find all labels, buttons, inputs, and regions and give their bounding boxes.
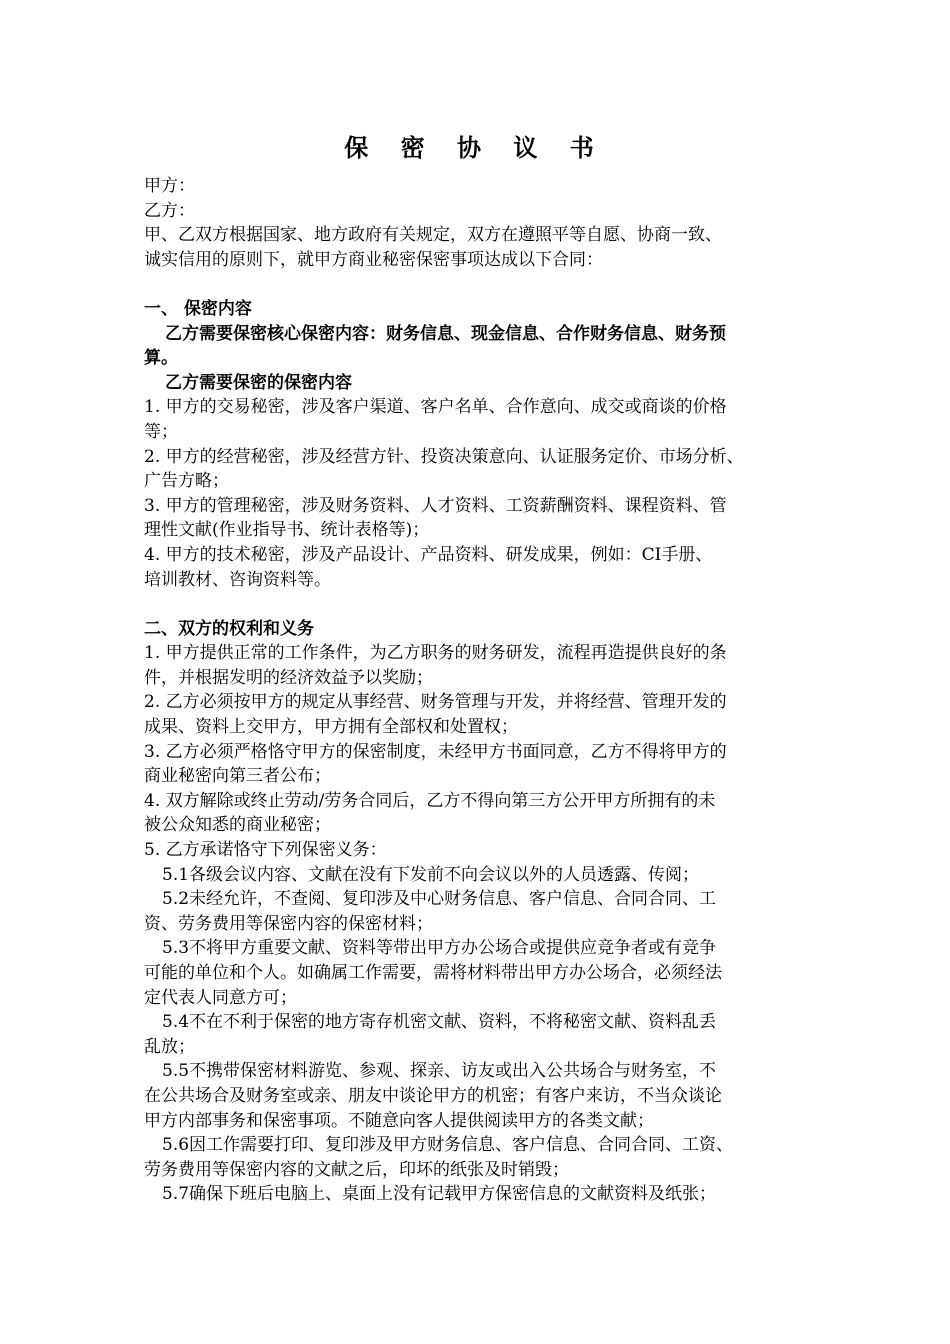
spacer [144, 592, 824, 617]
section2-subitem-line: 乱放； [144, 1036, 195, 1057]
spacer [144, 272, 824, 297]
section2-subitem-line: 5.6因工作需要打印、复印涉及甲方财务信息、客户信息、合同合同、工资、 [162, 1135, 734, 1156]
section2-subitem-line: 劳务费用等保密内容的文献之后，印坏的纸张及时销毁； [144, 1159, 569, 1180]
section2-item-line: 2. 乙方必须按甲方的规定从事经营、财务管理与开发，并将经营、管理开发的 [144, 692, 727, 713]
section1-core-line: 算。 [144, 348, 178, 369]
section2-subitem-line: 5.1各级会议内容、文献在没有下发前不向会议以外的人员透露、传阅； [162, 864, 700, 885]
section2-item-line: 件，并根据发明的经济效益予以奖励； [144, 667, 433, 688]
section1-subheading: 乙方需要保密的保密内容 [165, 372, 352, 393]
section1-item-line: 3. 甲方的管理秘密，涉及财务资料、人才资料、工资薪酬资料、课程资料、管 [144, 495, 727, 516]
section1-item-line: 1. 甲方的交易秘密，涉及客户渠道、客户名单、合作意向、成交或商谈的价格 [144, 397, 727, 418]
section2-item-line: 1. 甲方提供正常的工作条件，为乙方职务的财务研发，流程再造提供良好的条 [144, 643, 727, 664]
section1-item-line: 2. 甲方的经营秘密，涉及经营方针、投资决策意向、认证服务定价、市场分析、 [144, 446, 744, 467]
section1-core-line: 乙方需要保密核心保密内容：财务信息、现金信息、合作财务信息、财务预 [165, 323, 726, 344]
section2-item-line: 成果、资料上交甲方，甲方拥有全部权和处置权； [144, 717, 518, 738]
section2-subitem-line: 可能的单位和个人。如确属工作需要，需将材料带出甲方办公场合，必须经法 [144, 963, 722, 983]
section1-item-line: 广告方略； [144, 471, 229, 492]
section2-item-line: 4. 双方解除或终止劳动/劳务合同后，乙方不得向第三方公开甲方所拥有的未 [144, 790, 716, 811]
section2-subitem-line: 在公共场合及财务室或亲、朋友中谈论甲方的机密；有客户来访，不当众谈论 [144, 1085, 722, 1106]
section2-heading: 二、双方的权利和义务 [144, 618, 314, 639]
party-a-label: 甲方： [144, 176, 195, 196]
body-text [144, 174, 824, 1207]
section2-subitem-line: 甲方内部事务和保密事项。不随意向客人提供阅读甲方的各类文献； [144, 1110, 654, 1131]
section1-heading: 一、 保密内容 [144, 298, 252, 319]
section2-item-line: 商业秘密向第三者公布； [144, 766, 331, 787]
section2-subitem-line: 5.4不在不利于保密的地方寄存机密文献、资料，不将秘密文献、资料乱丢 [162, 1012, 717, 1033]
section1-item-line: 培训教材、咨询资料等。 [144, 569, 331, 590]
section2-subitem-line: 资、劳务费用等保密内容的保密材料； [144, 913, 433, 934]
intro-line: 甲、乙双方根据国家、地方政府有关规定，双方在遵照平等自愿、协商一致、 [144, 225, 722, 246]
intro-line: 诚实信用的原则下，就甲方商业秘密保密事项达成以下合同： [144, 249, 603, 270]
section2-item-line: 被公众知悉的商业秘密； [144, 815, 331, 836]
section1-item-line: 理性文献(作业指导书、统计表格等)； [144, 520, 430, 541]
section2-subitem-line: 5.2未经允许，不查阅、复印涉及中心财务信息、客户信息、合同合同、工 [162, 889, 717, 910]
section2-subitem-line: 定代表人同意方可； [144, 987, 297, 1008]
document-title: 保 密 协 议 书 [344, 134, 606, 162]
section1-item-line: 4. 甲方的技术秘密，涉及产品设计、产品资料、研发成果，例如：CI手册、 [144, 544, 713, 565]
section2-subitem-line: 5.7确保下班后电脑上、桌面上没有记载甲方保密信息的文献资料及纸张； [162, 1184, 717, 1205]
section2-subitem-line: 5.5不携带保密材料游览、参观、探亲、访友或出入公共场合与财务室，不 [162, 1061, 717, 1082]
section2-item-line: 5. 乙方承诺恪守下列保密义务： [144, 840, 387, 861]
section1-item-line: 等； [144, 421, 178, 442]
section2-subitem-line: 5.3不将甲方重要文献、资料等带出甲方办公场合或提供应竞争者或有竞争 [162, 938, 717, 959]
party-b-label: 乙方： [144, 200, 195, 221]
section2-item-line: 3. 乙方必须严格恪守甲方的保密制度，未经甲方书面同意，乙方不得将甲方的 [144, 741, 727, 762]
